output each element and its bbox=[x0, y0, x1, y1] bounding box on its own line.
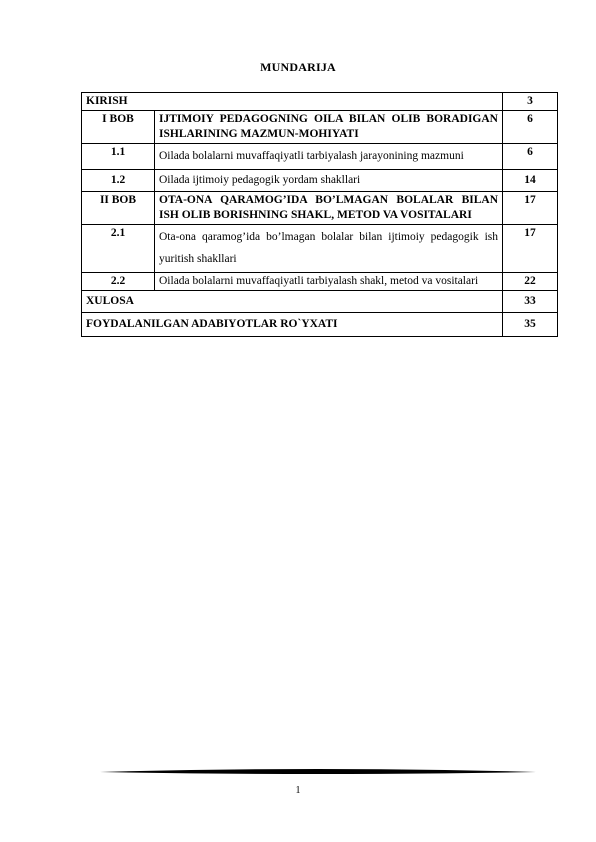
toc-page-number: 6 bbox=[503, 144, 558, 170]
toc-row-2-1 bbox=[82, 225, 558, 273]
toc-entry-title: Ota-ona qaramog’ida bo’lmagan bolalar bilan ijtimoiy pedagogik ish yuritish shakllari bbox=[155, 225, 503, 273]
toc-entry-number: 2.2 bbox=[82, 273, 155, 291]
toc-page-number: 14 bbox=[503, 170, 558, 192]
toc-entry-title: OTA-ONA QARAMOG’IDA BO’LMAGAN BOLALAR BILAN ISH OLIB BORISHNING SHAKL, METOD VA VOSITALARI bbox=[155, 192, 503, 225]
toc-row-chapter-1 bbox=[82, 111, 558, 144]
toc-page-number: 22 bbox=[503, 273, 558, 291]
toc-entry-title: Oilada bolalarni muvaffaqiyatli tarbiyalash jarayonining mazmuni bbox=[155, 144, 503, 170]
toc-entry-title: Oilada bolalarni muvaffaqiyatli tarbiyalash shakl, metod va vositalari bbox=[155, 273, 503, 291]
toc-page-number: 6 bbox=[503, 111, 558, 144]
toc-row-chapter-2 bbox=[82, 192, 558, 225]
toc-page-number: 3 bbox=[503, 93, 558, 111]
toc-entry-title: Oilada ijtimoiy pedagogik yordam shakllari bbox=[155, 170, 503, 192]
page-number: 1 bbox=[295, 785, 301, 796]
toc-page-number: 35 bbox=[503, 313, 558, 337]
toc-row-1-2 bbox=[82, 170, 558, 192]
toc-page-number: 17 bbox=[503, 225, 558, 273]
toc-page-number: 17 bbox=[503, 192, 558, 225]
toc-page-number: 33 bbox=[503, 291, 558, 313]
toc-row-kirish bbox=[82, 93, 558, 111]
footer-divider bbox=[100, 766, 536, 778]
toc-row-2-2 bbox=[82, 273, 558, 291]
toc-row-1-1 bbox=[82, 144, 558, 170]
toc-entry-number: 1.1 bbox=[82, 144, 155, 170]
toc-entry-number: 1.2 bbox=[82, 170, 155, 192]
page-title: MUNDARIJA bbox=[260, 60, 336, 74]
toc-entry-number: II BOB bbox=[82, 192, 155, 225]
toc-row-adabiyotlar bbox=[82, 313, 558, 337]
toc-entry-label: FOYDALANILGAN ADABIYOTLAR RO`YXATI bbox=[82, 313, 503, 337]
toc-row-xulosa bbox=[82, 291, 558, 313]
toc-entry-label: KIRISH bbox=[82, 93, 503, 111]
toc-entry-label: XULOSA bbox=[82, 291, 503, 313]
toc-entry-number: 2.1 bbox=[82, 225, 155, 273]
table-of-contents bbox=[81, 92, 558, 337]
toc-entry-number: I BOB bbox=[82, 111, 155, 144]
toc-entry-title: IJTIMOIY PEDAGOGNING OILA BILAN OLIB BORADIGAN ISHLARINING MAZMUN-MOHIYATI bbox=[155, 111, 503, 144]
